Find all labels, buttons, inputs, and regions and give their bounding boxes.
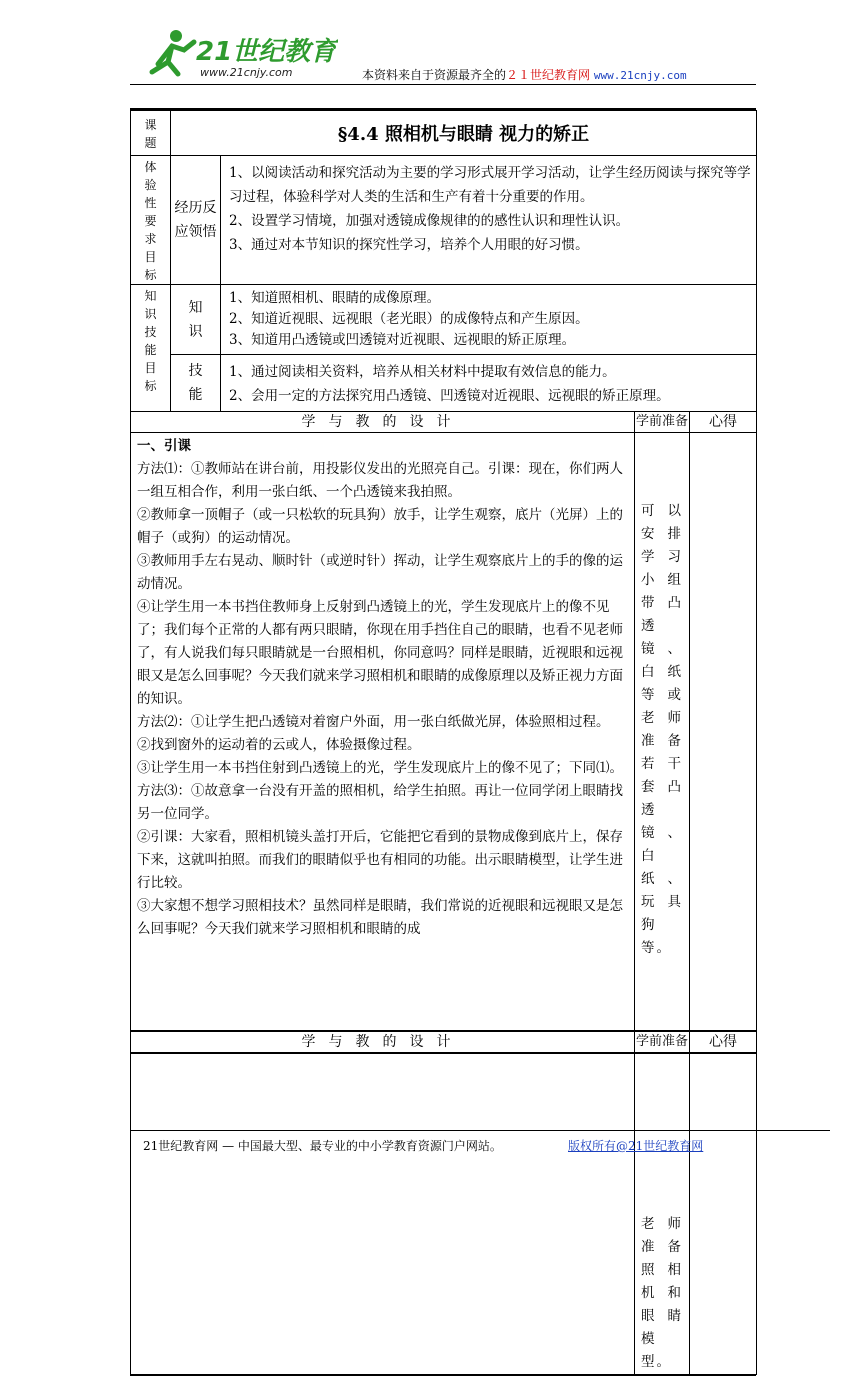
header-note [362,66,687,83]
design-header-continued: 学与教的设计 [131,1032,635,1052]
footer-divider [130,1130,830,1131]
knowledge-label: 知识 [171,285,221,355]
section-title: 一、引课 [137,438,191,454]
experience-line: 3、通过对本节知识的探究性学习，培养个人用眼的好习惯。 [229,237,589,253]
lesson-paragraph: 方法⑶：①故意拿一台没有开盖的照相机，给学生拍照。再让一位同学闭上眼睛找另一位同学。 [137,783,623,822]
lesson-paragraph: ④让学生用一本书挡住教师身上反射到凸透镜上的光，学生发现底片上的像不见了；我们每个正常的人都有两只眼睛，你现在用手挡住自己的眼睛，也看不见老师了，有人说我们每只眼睛就是一台照相机，你同意吗？同样是眼睛，近视眼和远视眼又是怎么回事呢？今天我们就来学习照相机和眼睛的成像原理以及矫正视力方面的知识。 [137,599,623,707]
skill-label: 技能 [171,355,221,412]
lesson-plan-table [130,108,756,1376]
knowledge-skill-label: 知识技能目标 [131,285,171,412]
prep-note: 老师准备照相机和眼睛模型。 [641,1216,683,1370]
skill-line: 1、通过阅读相关资料，培养从相关材料中提取有效信息的能力。 [229,364,616,380]
notes-header: 心得 [690,412,757,433]
logo-url: www.21cnjy.com [200,66,293,79]
experience-label: 体验性要求目标 [131,156,171,285]
lesson-paragraph: ②找到窗外的运动着的云或人，体验摄像过程。 [137,737,421,753]
skill-line: 2、会用一定的方法探究用凸透镜、凹透镜对近视眼、远视眼的矫正原理。 [229,388,670,404]
prep-note: 可以安排学习小组带凸透镜、白纸等或老师准备若干套凸透镜、白纸、玩具狗等。 [641,503,683,956]
lesson-title: §4.4 照相机与眼睛 视力的矫正 [171,111,757,156]
design-header: 学与教的设计 [131,412,635,433]
logo-text: 21世纪教育 [196,37,337,67]
knowledge-line: 1、知道照相机、眼睛的成像原理。 [229,290,441,306]
lesson-paragraph: ③让学生用一本书挡住射到凸透镜上的光，学生发现底片上的像不见了；下同⑴。 [137,760,623,776]
footer-copyright-link[interactable]: 版权所有@21世纪教育网 [568,1139,704,1153]
knowledge-line: 3、知道用凸透镜或凹透镜对近视眼、远视眼的矫正原理。 [229,332,576,348]
lesson-content [131,433,635,1375]
lesson-paragraph: ②教师拿一顶帽子（或一只松软的玩具狗）放手，让学生观察，底片（光屏）上的帽子（或狗）的运动情况。 [137,507,623,546]
footer-left-text: 21世纪教育网 — 中国最大型、最专业的中小学教育资源门户网站。 [143,1139,502,1153]
prep-header-continued: 学前准备 [635,1032,690,1052]
knowledge-goals [221,285,757,355]
notes-column [690,433,757,1375]
lesson-paragraph: ②引课：大家看，照相机镜头盖打开后，它能把它看到的景物成像到底片上，保存下来，这就叫拍照。而我们的眼睛似乎也有相同的功能。出示眼睛模型，让学生进行比较。 [137,829,623,891]
site-logo [138,24,338,82]
skill-goals [221,355,757,412]
experience-line: 1、以阅读活动和探究活动为主要的学习形式展开学习活动，让学生经历阅读与探究等学习过程，体验科学对人类的生活和生产有着十分重要的作用。 [229,165,751,205]
experience-goals [221,156,757,285]
experience-line: 2、设置学习情境，加强对透镜成像规律的的感性认识和理性认识。 [229,213,630,229]
experience-sublabel: 经历反应领悟 [171,156,221,285]
continued-table-header [130,1030,756,1054]
lesson-paragraph: 方法⑴：①教师站在讲台前，用投影仪发出的光照亮自己。引课：现在，你们两人一组互相合作，利用一张白纸、一个凸透镜来我拍照。 [137,461,623,500]
lesson-paragraph: 方法⑵：①让学生把凸透镜对着窗户外面，用一张白纸做光屏，体验照相过程。 [137,714,610,730]
prep-column [635,433,690,1375]
notes-header-continued: 心得 [690,1032,757,1052]
knowledge-line: 2、知道近视眼、远视眼（老光眼）的成像特点和产生原因。 [229,311,589,327]
logo-graphic [138,24,338,82]
prep-header: 学前准备 [635,412,690,433]
lesson-paragraph: ③大家想不想学习照相技术？虽然同样是眼睛，我们常说的近视眼和远视眼又是怎么回事呢？今天我们就来学习照相机和眼睛的成 [137,898,623,937]
page-footer [143,1137,704,1154]
title-label: 课题 [131,111,171,156]
header-note-site[interactable]: ２１世纪教育网 [506,68,591,82]
header-note-url[interactable]: www.21cnjy.com [593,69,687,82]
header-divider [130,84,756,85]
header-note-prefix: 本资料来自于资源最齐全的 [362,68,507,82]
lesson-paragraph: ③教师用手左右晃动、顺时针（或逆时针）挥动，让学生观察底片上的手的像的运动情况。 [137,553,623,592]
